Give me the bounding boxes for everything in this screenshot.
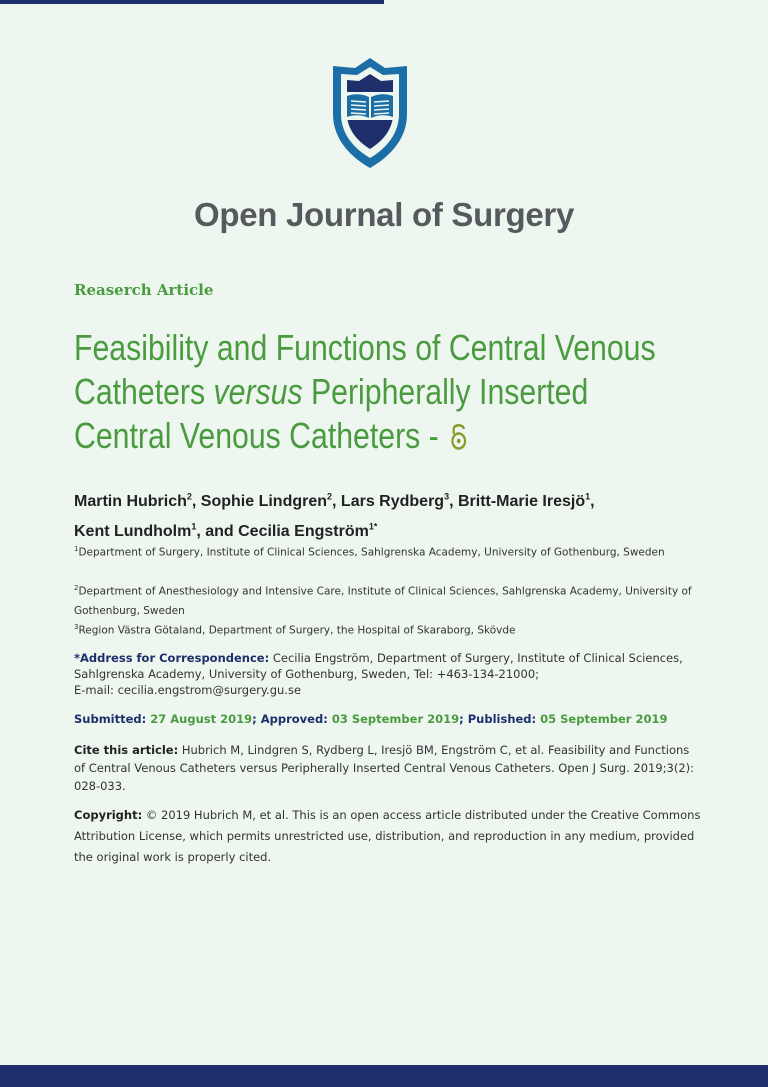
email-link[interactable]: cecilia.engstrom@surgery.gu.se: [117, 683, 302, 697]
published-label: ; Published:: [459, 712, 541, 726]
email-label: E-mail:: [74, 683, 118, 697]
publication-dates: [74, 711, 704, 727]
shield-book-icon: [331, 56, 409, 170]
affiliation-3: $^3$Region Västra Götaland, Department of Surgery, the Hospital of Skaraborg, Skövde: [74, 623, 516, 637]
title-text: Central Venous Catheters -: [74, 415, 448, 456]
published-date: 05 September 2019: [540, 712, 668, 726]
author: Lars Rydberg$^3$,: [340, 492, 458, 511]
article-title: [74, 326, 656, 458]
title-line-1: Feasibility and Functions of Central Venous: [74, 327, 656, 368]
affiliation-2: $^2$Department of Anesthesiology and Intensive Care, Institute of Clinical Sciences, Sahlgrenska Academy, University of Gothenburg, Sweden: [74, 584, 692, 617]
citation: [74, 741, 704, 795]
title-text: Peripherally Inserted: [302, 371, 589, 412]
title-text: Catheters: [74, 371, 214, 412]
approved-date: 03 September 2019: [331, 712, 460, 726]
title-italic: versus: [213, 371, 303, 412]
author: Sophie Lindgren$^2$,: [200, 492, 341, 511]
article-type: Reaserch Article: [74, 281, 214, 299]
correspondence: [74, 650, 704, 698]
author: Kent Lundholm$^1$, and: [74, 521, 239, 540]
author: Britt-Marie Iresjö$^1$,: [457, 492, 595, 511]
submitted-label: Submitted:: [74, 712, 151, 726]
author: Cecilia Engström$^{1*}$: [238, 521, 378, 540]
citation-text: Hubrich M, Lindgren S, Rydberg L, Iresjö BM, Engström C, et al. Feasibility and Functions of Central Venous Catheters versus Peripherally Inserted Central Venous Catheters. Open J Surg. 2019;3(2): 028-033.: [74, 743, 695, 793]
journal-title: Open Journal of Surgery: [194, 196, 574, 233]
copyright: [74, 805, 704, 868]
copyright-text: © 2019 Hubrich M, et al. This is an open access article distributed under the Creative Commons Attribution License, which permits unrestricted use, distribution, and reproduction in any medium, provided the original work is properly cited.: [74, 808, 701, 864]
copyright-label: Copyright:: [74, 808, 143, 822]
open-lock-icon[interactable]: [451, 422, 468, 450]
citation-label: Cite this article:: [74, 743, 179, 757]
correspondence-text: Cecilia Engström, Department of Surgery, Institute of Clinical Sciences, Sahlgrenska Academy, University of Gothenburg, Sweden, Tel: +463-134-21000;: [74, 651, 683, 681]
top-accent-bar: [0, 0, 384, 4]
author-list: [74, 485, 714, 544]
bottom-accent-bar: [0, 1065, 768, 1087]
affiliation-1: $^1$Department of Surgery, Institute of Clinical Sciences, Sahlgrenska Academy, University of Gothenburg, Sweden: [74, 545, 665, 559]
title-line-2: [74, 370, 612, 414]
title-line-3: [74, 414, 612, 458]
correspondence-label: *Address for Correspondence:: [74, 651, 270, 665]
submitted-date: 27 August 2019: [150, 712, 253, 726]
approved-label: ; Approved:: [252, 712, 332, 726]
author: Martin Hubrich$^2$,: [74, 492, 201, 511]
